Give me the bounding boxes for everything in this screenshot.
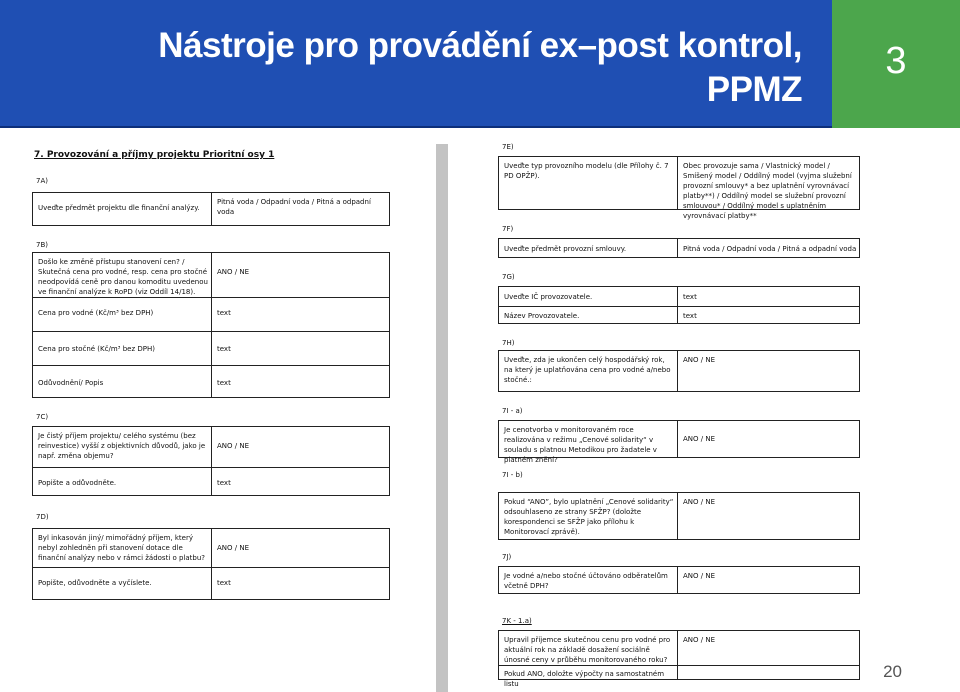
answer-7d: ANO / NE — [217, 544, 250, 552]
slide-title — [102, 24, 802, 112]
question-7c-describe: Popište a odůvodněte. — [38, 479, 117, 487]
table-7c — [32, 426, 390, 496]
question-7d: Byl inkasován jiný/ mimořádný příjem, který nebyl zohledněn při stanovení dotace dle finanční analýzy nebo v rámci žádosti o platbu? — [38, 534, 206, 562]
table-row — [33, 365, 389, 399]
chapter-badge — [832, 0, 960, 128]
table-row — [33, 297, 389, 331]
table-7e — [498, 156, 860, 220]
question-7f: Uveďte předmět provozní smlouvy. — [504, 245, 627, 253]
section-label-7b: 7B) — [36, 241, 48, 249]
question-7b: Došlo ke změně přístupu stanovení cen? / Skutečná cena pro vodné, resp. cena pro stočné neodpovídá ceně pro danou komoditu uvedenou ve finanční analýze k RoPD (viz Oddíl 14/18). — [38, 258, 208, 296]
table-row — [499, 631, 859, 665]
table-7d — [32, 528, 390, 600]
section-heading: 7. Provozování a příjmy projektu Prioritní osy 1 — [34, 150, 275, 160]
section-label-7d: 7D) — [36, 513, 49, 521]
table-7b — [32, 252, 390, 398]
table-row — [33, 467, 389, 497]
answer-7h: ANO / NE — [683, 356, 716, 364]
table-row — [33, 427, 389, 467]
page-number: 20 — [883, 662, 902, 681]
question-7g-ico: Uveďte IČ provozovatele. — [504, 293, 593, 301]
section-label-7k: 7K - 1.a) — [502, 617, 532, 625]
table-7a — [32, 192, 390, 226]
table-row — [499, 306, 859, 325]
question-7ia: Je cenotvorba v monitorovaném roce realizována v režimu „Cenové solidarity“ v souladu s platnou Metodikou pro žadatele v platném znění? — [504, 426, 657, 464]
answer-7b: ANO / NE — [217, 268, 250, 276]
table-row — [33, 331, 389, 365]
section-label-7h: 7H) — [502, 339, 515, 347]
page-divider — [436, 144, 448, 692]
table-row — [499, 287, 859, 306]
table-7f — [498, 238, 860, 258]
section-label-7f: 7F) — [502, 225, 514, 233]
title-bar — [0, 0, 832, 128]
answer-7g-name: text — [683, 312, 697, 320]
chapter-number: 3 — [885, 40, 907, 82]
answer-7f: Pitná voda / Odpadní voda / Pitná a odpadní voda — [683, 245, 857, 253]
table-7h — [498, 350, 860, 392]
section-label-7c: 7C) — [36, 413, 49, 421]
answer-7a: Pitná voda / Odpadní voda / Pitná a odpadní voda — [217, 198, 371, 216]
answer-7c: ANO / NE — [217, 442, 250, 450]
section-label-7ia: 7I - a) — [502, 407, 523, 415]
question-7g-name: Název Provozovatele. — [504, 312, 580, 320]
question-7c: Je čistý příjem projektu/ celého systému (bez reinvestice) vyšší z objektivních důvodů, jako je např. změna objemu? — [38, 432, 206, 460]
table-row — [499, 665, 859, 688]
table-7ia — [498, 420, 860, 464]
section-label-7e: 7E) — [502, 143, 514, 151]
table-7j — [498, 566, 860, 594]
answer-7j: ANO / NE — [683, 572, 716, 580]
question-7k-calculation: Pokud ANO, doložte výpočty na samostatném listu — [504, 670, 665, 688]
answer-7c-describe: text — [217, 479, 231, 487]
section-label-7ib: 7I - b) — [502, 471, 523, 479]
section-label-7g: 7G) — [502, 273, 515, 281]
answer-7e: Obec provozuje sama / Vlastnický model / Smíšený model / Oddílný model (vyjma služební provozní smlouvy* a bez uplatnění vyrovnávací platby**) / Oddílný model se služební provozní smlouvou* / Oddílný model s uplatněním vyrovnávací platby** — [683, 162, 852, 220]
section-label-7j: 7J) — [502, 553, 512, 561]
question-7b-sewage-price: Cena pro stočné (Kč/m³ bez DPH) — [38, 345, 155, 353]
question-7h: Uveďte, zda je ukončen celý hospodářský rok, na který je uplatňována cena pro vodné a/nebo stočné.: — [504, 356, 671, 384]
slide-title-line-2: PPMZ — [706, 70, 802, 109]
table-7k — [498, 630, 860, 688]
question-7j: Je vodné a/nebo stočné účtováno odběratelům včetně DPH? — [504, 572, 668, 590]
answer-7k: ANO / NE — [683, 636, 716, 644]
question-7a: Uveďte předmět projektu dle finanční analýzy. — [38, 204, 200, 212]
answer-7ia: ANO / NE — [683, 435, 716, 443]
slide-title-line-1: Nástroje pro provádění ex–post kontrol, — [158, 26, 802, 65]
question-7d-describe: Popište, odůvodněte a vyčíslete. — [38, 579, 152, 587]
question-7ib: Pokud “ANO”, bylo uplatnění „Cenové solidarity“ odsouhlaseno ze strany SFŽP? (doložte korespondenci se SFŽP jako přílohu k Monitorovací zprávě). — [504, 498, 674, 536]
question-7e: Uveďte typ provozního modelu (dle Přílohy č. 7 PD OPŽP). — [504, 162, 669, 180]
question-7k: Upravil příjemce skutečnou cenu pro vodné pro aktuální rok na základě dosažení sociálně únosné ceny v průběhu monitorovaného roku? — [504, 636, 671, 664]
answer-7b-sewage-price: text — [217, 345, 231, 353]
table-7g — [498, 286, 860, 324]
table-7ib — [498, 492, 860, 540]
answer-7b-justification: text — [217, 379, 231, 387]
answer-7ib: ANO / NE — [683, 498, 716, 506]
table-row — [33, 529, 389, 567]
answer-7b-water-price: text — [217, 309, 231, 317]
answer-7g-ico: text — [683, 293, 697, 301]
table-row — [33, 253, 389, 297]
table-row — [33, 567, 389, 601]
question-7b-water-price: Cena pro vodné (Kč/m³ bez DPH) — [38, 309, 154, 317]
answer-7d-describe: text — [217, 579, 231, 587]
question-7b-justification: Odůvodnění/ Popis — [38, 379, 104, 387]
section-label-7a: 7A) — [36, 177, 48, 185]
